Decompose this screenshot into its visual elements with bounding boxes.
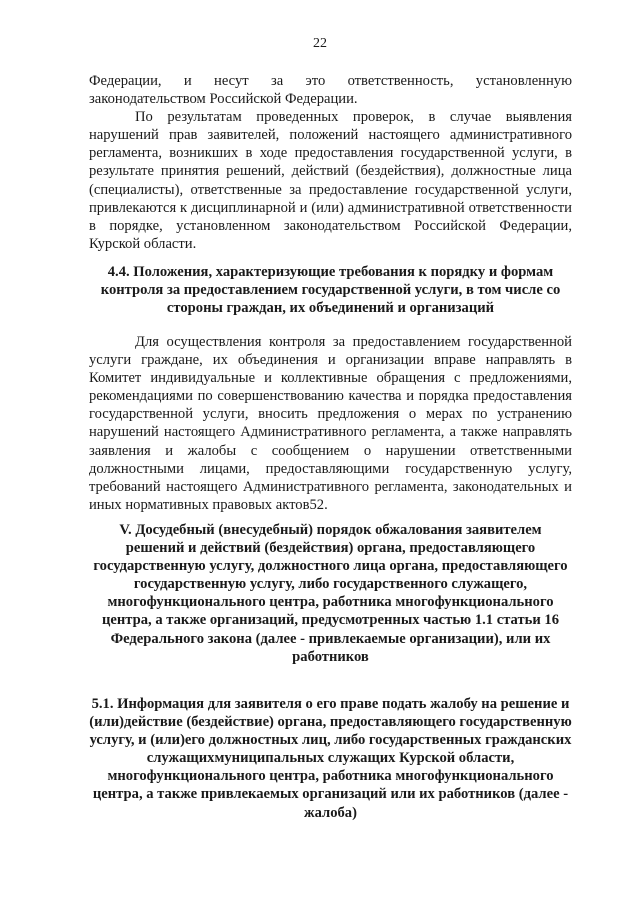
section-5-1-heading: 5.1. Информация для заявителя о его праве подать жалобу на решение и (или)действие (бездействие) органа, предоставляющего государственную услугу, и (или)его должностных лиц, либо государственных гражданских служащихмуниципальных служащих Курской области, многофункционального центра, работника многофункционального центра, а также привлекаемых организаций или их работников (далее - жалоба) (89, 696, 572, 821)
section-v-heading: V. Досудебный (внесудебный) порядок обжалования заявителем решений и действий (бездействия) органа, предоставляющего государственную услугу, должностного лица органа, предоставляющего государственную услугу, либо государственного служащего, многофункционального центра, работника многофункционального центра, а также организаций, предусмотренных частью 1.1 статьи 16 Федерального закона (далее - привлекаемые организации), или их работников (93, 522, 568, 665)
section-4-4 (89, 263, 572, 317)
section-4-4-heading: 4.4. Положения, характеризующие требования к порядку и формам контроля за предоставлением государственной услуги, в том числе со стороны граждан, их объединений и организаций (100, 264, 561, 317)
section-4-4-paragraph: Для осуществления контроля за предоставлением государственной услуги граждане, их объединения и организации вправе направлять в Комитет индивидуальные и коллективные обращения с предложениями, рекомендациями по совершенствованию качества и порядка предоставления государственной услуги, вносить предложения о мерах по устранению нарушений настоящего Административного регламента, а также направлять заявления и жалобы с сообщением о нарушении ответственными должностными лицами, предоставляющими государственную услугу, требований настоящего Административного регламента, законодательных и иных нормативных правовых актов52. (89, 334, 572, 513)
section-5-1 (89, 695, 572, 822)
page-number: 22 (313, 36, 327, 51)
intro-paragraph-2: По результатам проведенных проверок, в случае выявления нарушений прав заявителей, положений настоящего административного регламента, возникших в ходе предоставления государственной услуги, в результате принятия решений, действий (бездействия), должностные лица (специалисты), ответственные за предоставление государственной услуги, привлекаются к дисциплинарной и (или) административной ответственности в порядке, установленном законодательством Российской Федерации, Курской области. (89, 109, 572, 252)
intro-block (89, 72, 572, 253)
section-v (89, 521, 572, 666)
section-4-4-body (89, 333, 572, 514)
intro-paragraph-1: Федерации, и несут за это ответственность, установленную законодательством Российской Федерации. (89, 73, 572, 108)
